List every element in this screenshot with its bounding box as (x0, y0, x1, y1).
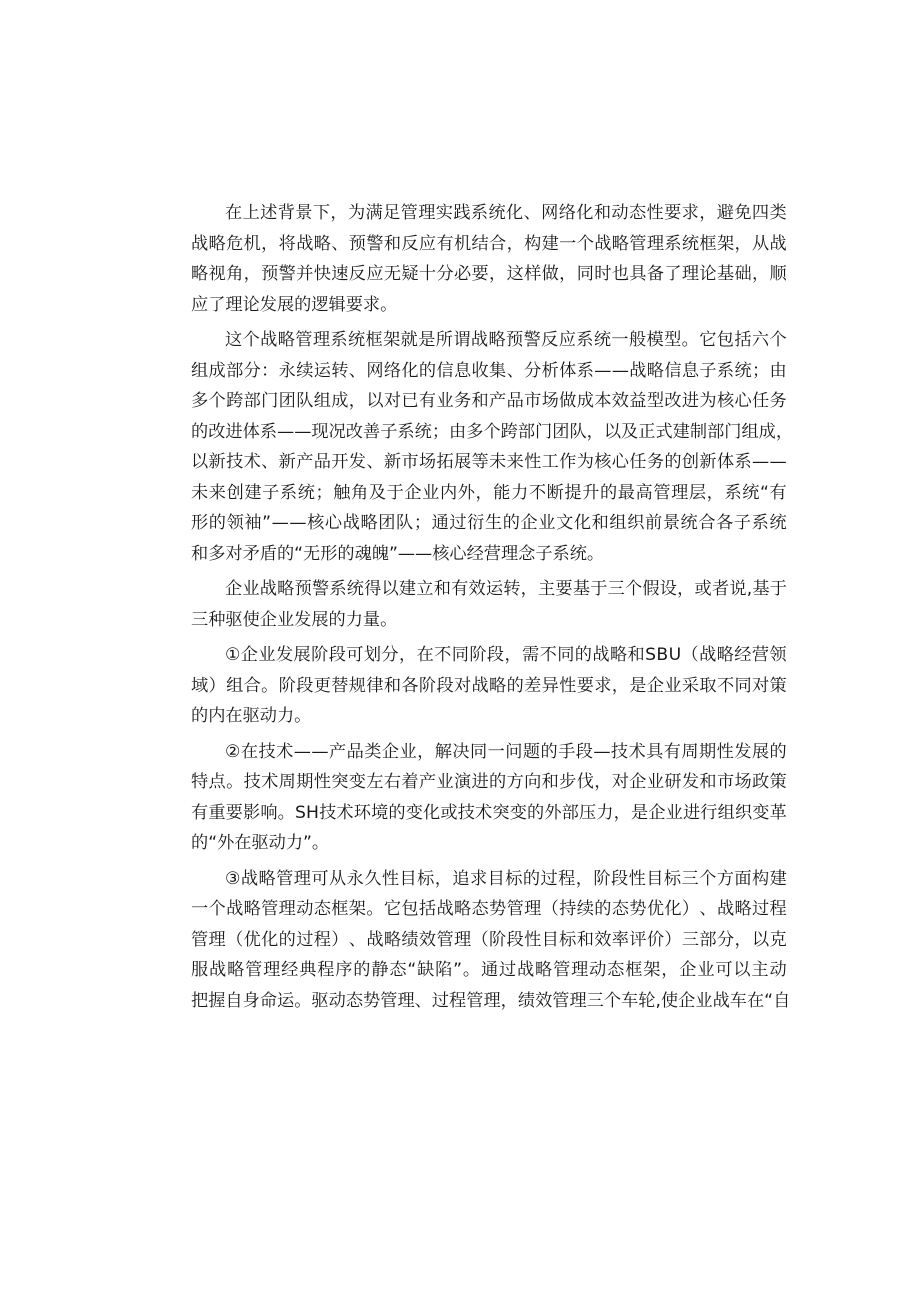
paragraph (191, 325, 794, 569)
text-line: 一 个 战 略 管 理 动 态 框 架 。 它 包 括 战 略 态 势 管 理 （ 持 续 的 态 势 优 化 ） 、 战 略 过 程 (191, 899, 787, 919)
text-line: ① 企 业 发 展 阶 段 可 划 分 ， 在 不 同 阶 段 ， 需 不 同 的 战 略 和 S B U （ 战 略 经 营 领 (225, 645, 787, 665)
text-line: 未 来 创 建 子 系 统 ； 触 角 及 于 企 业 内 外 ， 能 力 不 断 提 升 的 最 高 管 理 层 ， 系 统 “ 有 (191, 482, 787, 503)
paragraph (191, 574, 787, 635)
text-line: 应了理论发展的逻辑要求。 (191, 294, 398, 315)
text-line: 三种驱使企业发展的力量。 (191, 609, 398, 630)
text-line: 略 视 角 ， 预 警 并 快 速 反 应 无 疑 十 分 必 要 ， 这 样 做 ， 同 时 也 具 备 了 理 论 基 础 ， 顺 (191, 264, 787, 284)
paragraph (191, 864, 791, 1017)
text-line: 的 改 进 体 系 — — 现 况 改 善 子 系 统 ； 由 多 个 跨 部 门 团 队 ， 以 及 正 式 建 制 部 门 组 成 ， (191, 421, 794, 442)
text-line: 管 理 （ 优 化 的 过 程 ） 、 战 略 绩 效 管 理 （ 阶 段 性 目 标 和 效 率 评 价 ） 三 部 分 ， 以 克 (191, 929, 787, 950)
text-line: 把 握 自 身 命 运 。 驱 动 态 势 管 理 、 过 程 管 理 ， 绩 效 管 理 三 个 车 轮 , 使 企 业 战 车 在 “ 自 (191, 990, 791, 1011)
paragraph (191, 737, 787, 859)
text-line: 的“外在驱动力”。 (191, 833, 330, 853)
text-line: 在 上 述 背 景 下 ， 为 满 足 管 理 实 践 系 统 化 、 网 络 化 和 动 态 性 要 求 ， 避 免 四 类 (225, 203, 787, 223)
text-line: 企 业 战 略 预 警 系 统 得 以 建 立 和 有 效 运 转 ， 主 要 基 于 三 个 假 设 ， 或 者 说 , 基 于 (225, 579, 787, 599)
text-line: 这 个 战 略 管 理 系 统 框 架 就 是 所 谓 战 略 预 警 反 应 系 统 一 般 模 型 。 它 包 括 六 个 (225, 330, 787, 350)
text-line: 和多对矛盾的“无形的魂魄”——核心经营理念子系统。 (191, 543, 605, 564)
text-line: ③ 战 略 管 理 可 从 永 久 性 目 标 ， 追 求 目 标 的 过 程 ， 阶 段 性 目 标 三 个 方 面 构 建 (225, 868, 787, 889)
text-line: 的内在驱动力。 (191, 706, 312, 726)
text-line: 服 战 略 管 理 经 典 程 序 的 静 态 “ 缺 陷 ” 。 通 过 战 略 管 理 动 态 框 架 ， 企 业 可 以 主 动 (191, 960, 787, 980)
paragraph (191, 640, 787, 732)
paragraph (191, 198, 787, 320)
text-line: 战 略 危 机 ， 将 战 略 、 预 警 和 反 应 有 机 结 合 ， 构 建 一 个 战 略 管 理 系 统 框 架 ， 从 战 (191, 233, 787, 254)
text-line: ② 在 技 术 — — 产 品 类 企 业 ， 解 决 同 一 问 题 的 手 段 — 技 术 具 有 周 期 性 发 展 的 (225, 741, 787, 762)
text-line: 多 个 跨 部 门 团 队 组 成 ， 以 对 已 有 业 务 和 产 品 市 场 做 成 本 效 益 型 改 进 为 核 心 任 务 (191, 391, 787, 411)
text-line: 有 重 要 影 响 。 S H 技 术 环 境 的 变 化 或 技 术 突 变 的 外 部 压 力 ， 是 企 业 进 行 组 织 变 革 (191, 802, 787, 823)
text-line: 形 的 领 袖 ” — — 核 心 战 略 团 队 ； 通 过 衍 生 的 企 业 文 化 和 组 织 前 景 统 合 各 子 系 统 (191, 513, 787, 533)
text-line: 以 新 技 术 、 新 产 品 开 发 、 新 市 场 拓 展 等 未 来 性 工 作 为 核 心 任 务 的 创 新 体 系 — — (191, 452, 787, 472)
text-line: 域 ） 组 合 。 阶 段 更 替 规 律 和 各 阶 段 对 战 略 的 差 异 性 要 求 ， 是 企 业 采 取 不 同 对 策 (191, 675, 787, 696)
text-line: 特 点 。 技 术 周 期 性 突 变 左 右 着 产 业 演 进 的 方 向 和 步 伐 ， 对 企 业 研 发 和 市 场 政 策 (191, 772, 787, 792)
text-line: 组 成 部 分 ： 永 续 运 转 、 网 络 化 的 信 息 收 集 、 分 析 体 系 — — 战 略 信 息 子 系 统 ； 由 (191, 360, 787, 381)
document-body (191, 198, 794, 1021)
